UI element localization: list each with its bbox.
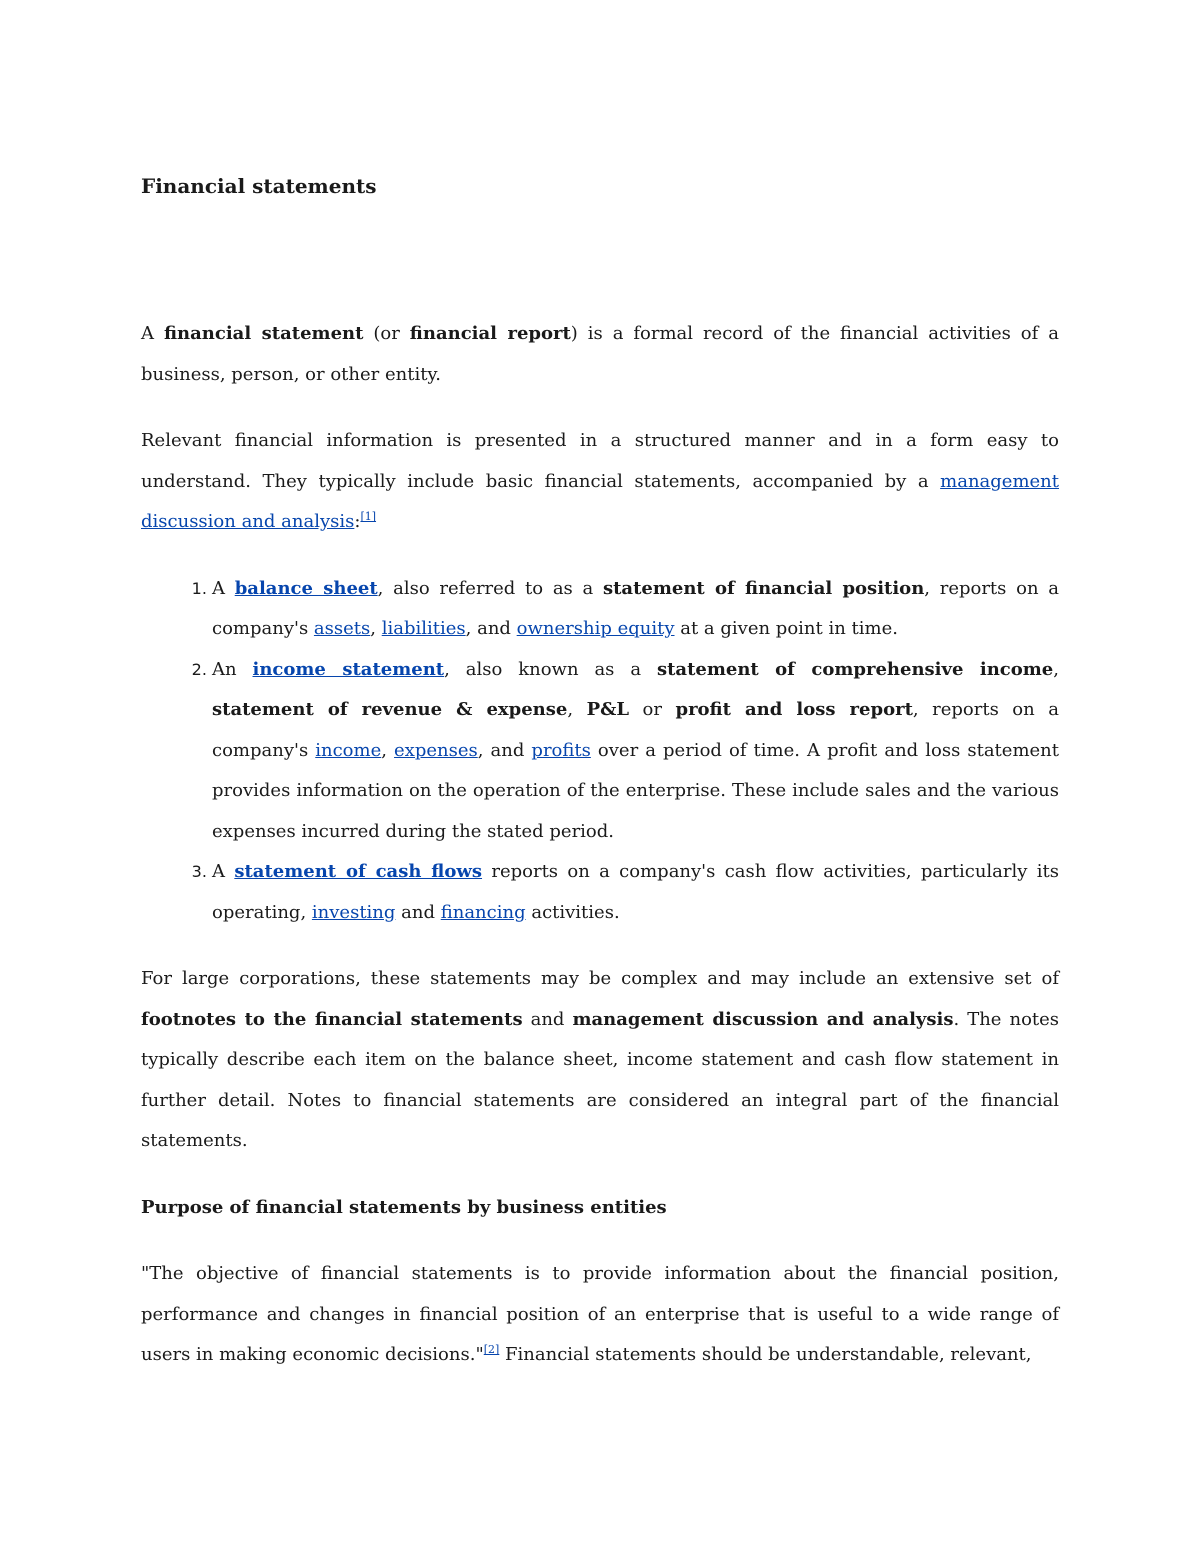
link-liabilities[interactable]: liabilities (381, 618, 466, 639)
list-item-text: A (212, 577, 235, 599)
term-management-discussion: management discussion and analysis (572, 1008, 954, 1030)
link-financing[interactable]: financing (440, 901, 526, 923)
list-item-text: at a given point in time. (674, 618, 898, 639)
list-item-text: , reports on a company's (212, 699, 1059, 761)
list-item-text: , also known as a (444, 658, 657, 680)
objective-paragraph (141, 1254, 1059, 1376)
link-income-statement[interactable]: income statement (252, 658, 445, 680)
term-financial-statement: financial statement (163, 323, 364, 344)
list-item-text: , and (477, 739, 532, 761)
statements-list (141, 569, 1059, 934)
objective-text-2: Financial statements should be understandable, relevant, (499, 1344, 1032, 1365)
corporations-text-3: . The notes typically describe each item on the balance sheet, income statement and cash flow statement in further detail. Notes to financial statements are considered an integral part of the financial statements. (141, 1008, 1060, 1151)
intro-text-1: A (141, 323, 164, 344)
term-pl: P&L (586, 699, 630, 720)
link-income[interactable]: income (315, 739, 382, 761)
intro-paragraph (141, 314, 1059, 395)
link-assets[interactable]: assets (313, 618, 371, 639)
term-profit-loss-report: profit and loss report (675, 699, 913, 720)
list-item-text: activities. (525, 901, 620, 923)
relevant-text-2: : (354, 511, 361, 532)
term-comprehensive-income: statement of comprehensive income (656, 658, 1054, 680)
corporations-text-1: For large corporations, these statements may be complex and may include an extensive set of (141, 968, 1059, 989)
document-page (141, 170, 1059, 1376)
list-item-text: , also referred to as a (377, 577, 603, 599)
list-item-text: , reports on a company's (212, 577, 1059, 639)
intro-text-2: (or (363, 323, 410, 344)
list-item-text: , (567, 699, 587, 720)
list-item-text: , (370, 618, 382, 639)
reference-link-1[interactable]: [1] (360, 510, 377, 523)
relevant-text-1: Relevant financial information is presented in a structured manner and in a form easy to understand. They typically include basic financial statements, accompanied by a (141, 430, 1059, 492)
list-item-text: over a period of time. A profit and loss statement provides information on the operation of the enterprise. These include sales and the various expenses incurred during the stated period. (212, 739, 1059, 842)
objective-text-1: "The objective of financial statements is to provide information about the financial position, performance and changes in financial position of an enterprise that is useful to a wide range of users in making economic decisions." (141, 1263, 1059, 1365)
list-item-text: , (1053, 658, 1059, 680)
intro-text-3: ) is a formal record of the financial activities of a business, person, or other entity. (141, 323, 1059, 385)
link-statement-of-cash-flows[interactable]: statement of cash flows (234, 861, 483, 882)
list-item-text: or (629, 699, 676, 720)
list-item-text: and (395, 901, 441, 923)
list-item-text: , and (465, 618, 517, 639)
relevant-paragraph (141, 421, 1059, 543)
document-title: Financial statements (141, 174, 377, 198)
list-item-text: An (212, 658, 253, 680)
reference-link-2[interactable]: [2] (483, 1343, 500, 1356)
list-item-income-statement (212, 650, 1059, 853)
list-item-balance-sheet (212, 569, 1059, 650)
list-item-cash-flows (212, 852, 1059, 933)
term-footnotes: footnotes to the financial statements (141, 1008, 523, 1030)
link-profits[interactable]: profits (531, 739, 591, 761)
link-management-discussion[interactable]: management discussion and analysis (141, 470, 1059, 532)
corporations-paragraph (141, 959, 1059, 1162)
section-heading-purpose: Purpose of financial statements by business entities (141, 1196, 667, 1218)
term-financial-report: financial report (409, 323, 571, 344)
link-expenses[interactable]: expenses (394, 739, 478, 761)
list-item-text: , (381, 739, 395, 761)
term-statement-of-financial-position: statement of financial position (602, 577, 925, 599)
term-revenue-expense: statement of revenue & expense (212, 699, 568, 720)
link-balance-sheet[interactable]: balance sheet (234, 577, 378, 599)
corporations-text-2: and (522, 1008, 573, 1030)
link-investing[interactable]: investing (311, 901, 396, 923)
link-ownership-equity[interactable]: ownership equity (516, 618, 675, 639)
list-item-text: reports on a company's cash flow activities, particularly its operating, (212, 861, 1059, 923)
list-item-text: A (212, 861, 235, 882)
